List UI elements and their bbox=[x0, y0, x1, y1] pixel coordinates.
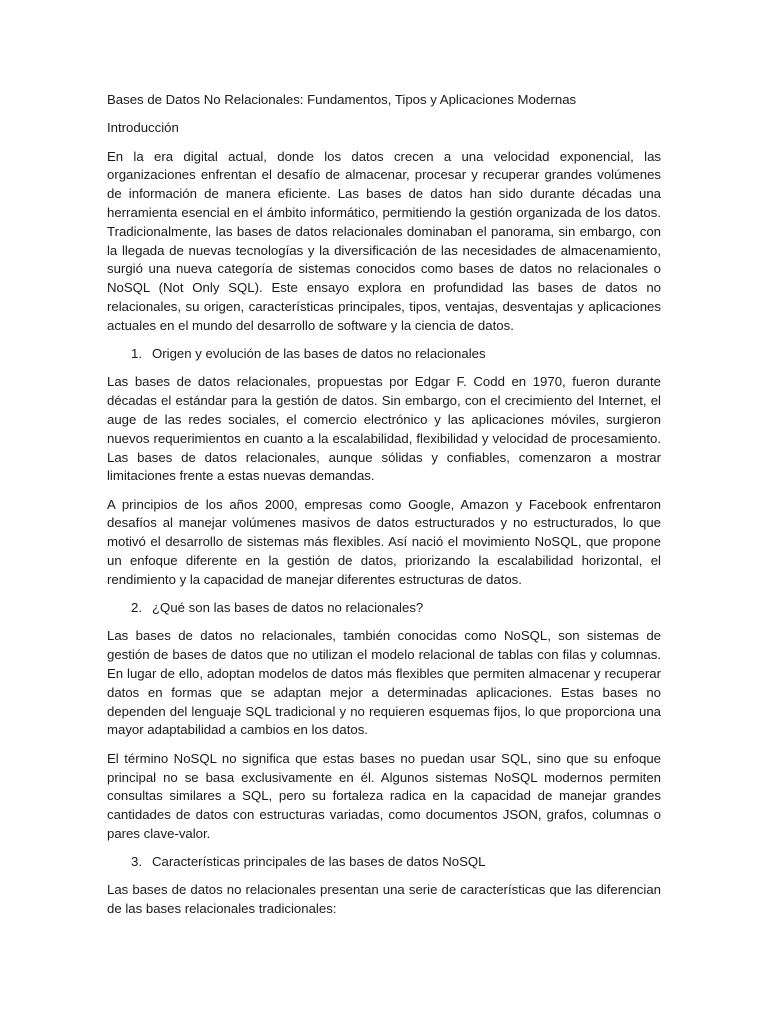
section-3-paragraph-1: Las bases de datos no relacionales presentan una serie de características que las diferencian de las bases relacionales tradicionales: bbox=[107, 882, 661, 917]
section-title: Origen y evolución de las bases de datos no relacionales bbox=[152, 346, 486, 362]
section-title: ¿Qué son las bases de datos no relacionales? bbox=[152, 600, 424, 616]
section-3-heading bbox=[107, 853, 661, 872]
section-number: 3. bbox=[131, 854, 142, 870]
section-1-paragraph-2: A principios de los años 2000, empresas como Google, Amazon y Facebook enfrentaron desafíos al manejar volúmenes masivos de datos estructurados y no estructurados, lo que motivó el desarrollo de sistemas más flexibles. Así nació el movimiento NoSQL, que propone un enfoque diferente en la gestión de datos, priorizando la escalabilidad horizontal, el rendimiento y la capacidad de manejar diferentes estructuras de datos. bbox=[107, 496, 661, 587]
section-2-paragraph-1: Las bases de datos no relacionales, también conocidas como NoSQL, son sistemas de gestión de bases de datos que no utilizan el modelo relacional de tablas con filas y columnas. En lugar de ello, adoptan modelos de datos más flexibles que permiten almacenar y recuperar datos en formas que se adaptan mejor a determinadas aplicaciones. Estas bases no dependen del lenguaje SQL tradicional y no requieren esquemas fijos, lo que proporciona una mayor adaptabilidad a cambios en los datos. bbox=[107, 628, 661, 738]
section-2-paragraph-2: El término NoSQL no significa que estas bases no puedan usar SQL, sino que su enfoque principal no se basa exclusivamente en él. Algunos sistemas NoSQL modernos permiten consultas similares a SQL, pero su fortaleza radica en la capacidad de manejar grandes cantidades de datos con estructuras variadas, como documentos JSON, grafos, columnas o pares clave-valor. bbox=[107, 750, 661, 841]
section-number: 2. bbox=[131, 600, 142, 616]
section-2-heading bbox=[107, 599, 661, 618]
document-page bbox=[107, 91, 661, 929]
section-1-heading bbox=[107, 345, 661, 364]
intro-heading: Introducción bbox=[107, 120, 179, 136]
section-title: Características principales de las bases de datos NoSQL bbox=[152, 854, 486, 870]
intro-paragraph: En la era digital actual, donde los datos crecen a una velocidad exponencial, las organizaciones enfrentan el desafío de almacenar, procesar y recuperar grandes volúmenes de información de manera eficiente. Las bases de datos han sido durante décadas una herramienta esencial en el ámbito informático, permitiendo la gestión organizada de los datos. Tradicionalmente, las bases de datos relacionales dominaban el panorama, sin embargo, con la llegada de nuevas tecnologías y la diversificación de las necesidades de almacenamiento, surgió una nueva categoría de sistemas conocidos como bases de datos no relacionales o NoSQL (Not Only SQL). Este ensayo explora en profundidad las bases de datos no relacionales, su origen, características principales, tipos, ventajas, desventajas y aplicaciones actuales en el mundo del desarrollo de software y la ciencia de datos. bbox=[107, 148, 661, 333]
section-1-paragraph-1: Las bases de datos relacionales, propuestas por Edgar F. Codd en 1970, fueron durante décadas el estándar para la gestión de datos. Sin embargo, con el crecimiento del Internet, el auge de las redes sociales, el comercio electrónico y las aplicaciones móviles, surgieron nuevos requerimientos en cuanto a la escalabilidad, flexibilidad y velocidad de procesamiento. Las bases de datos relacionales, aunque sólidas y confiables, comenzaron a mostrar limitaciones frente a estas nuevas demandas. bbox=[107, 374, 661, 484]
section-number: 1. bbox=[131, 346, 142, 362]
document-title: Bases de Datos No Relacionales: Fundamentos, Tipos y Aplicaciones Modernas bbox=[107, 92, 577, 107]
